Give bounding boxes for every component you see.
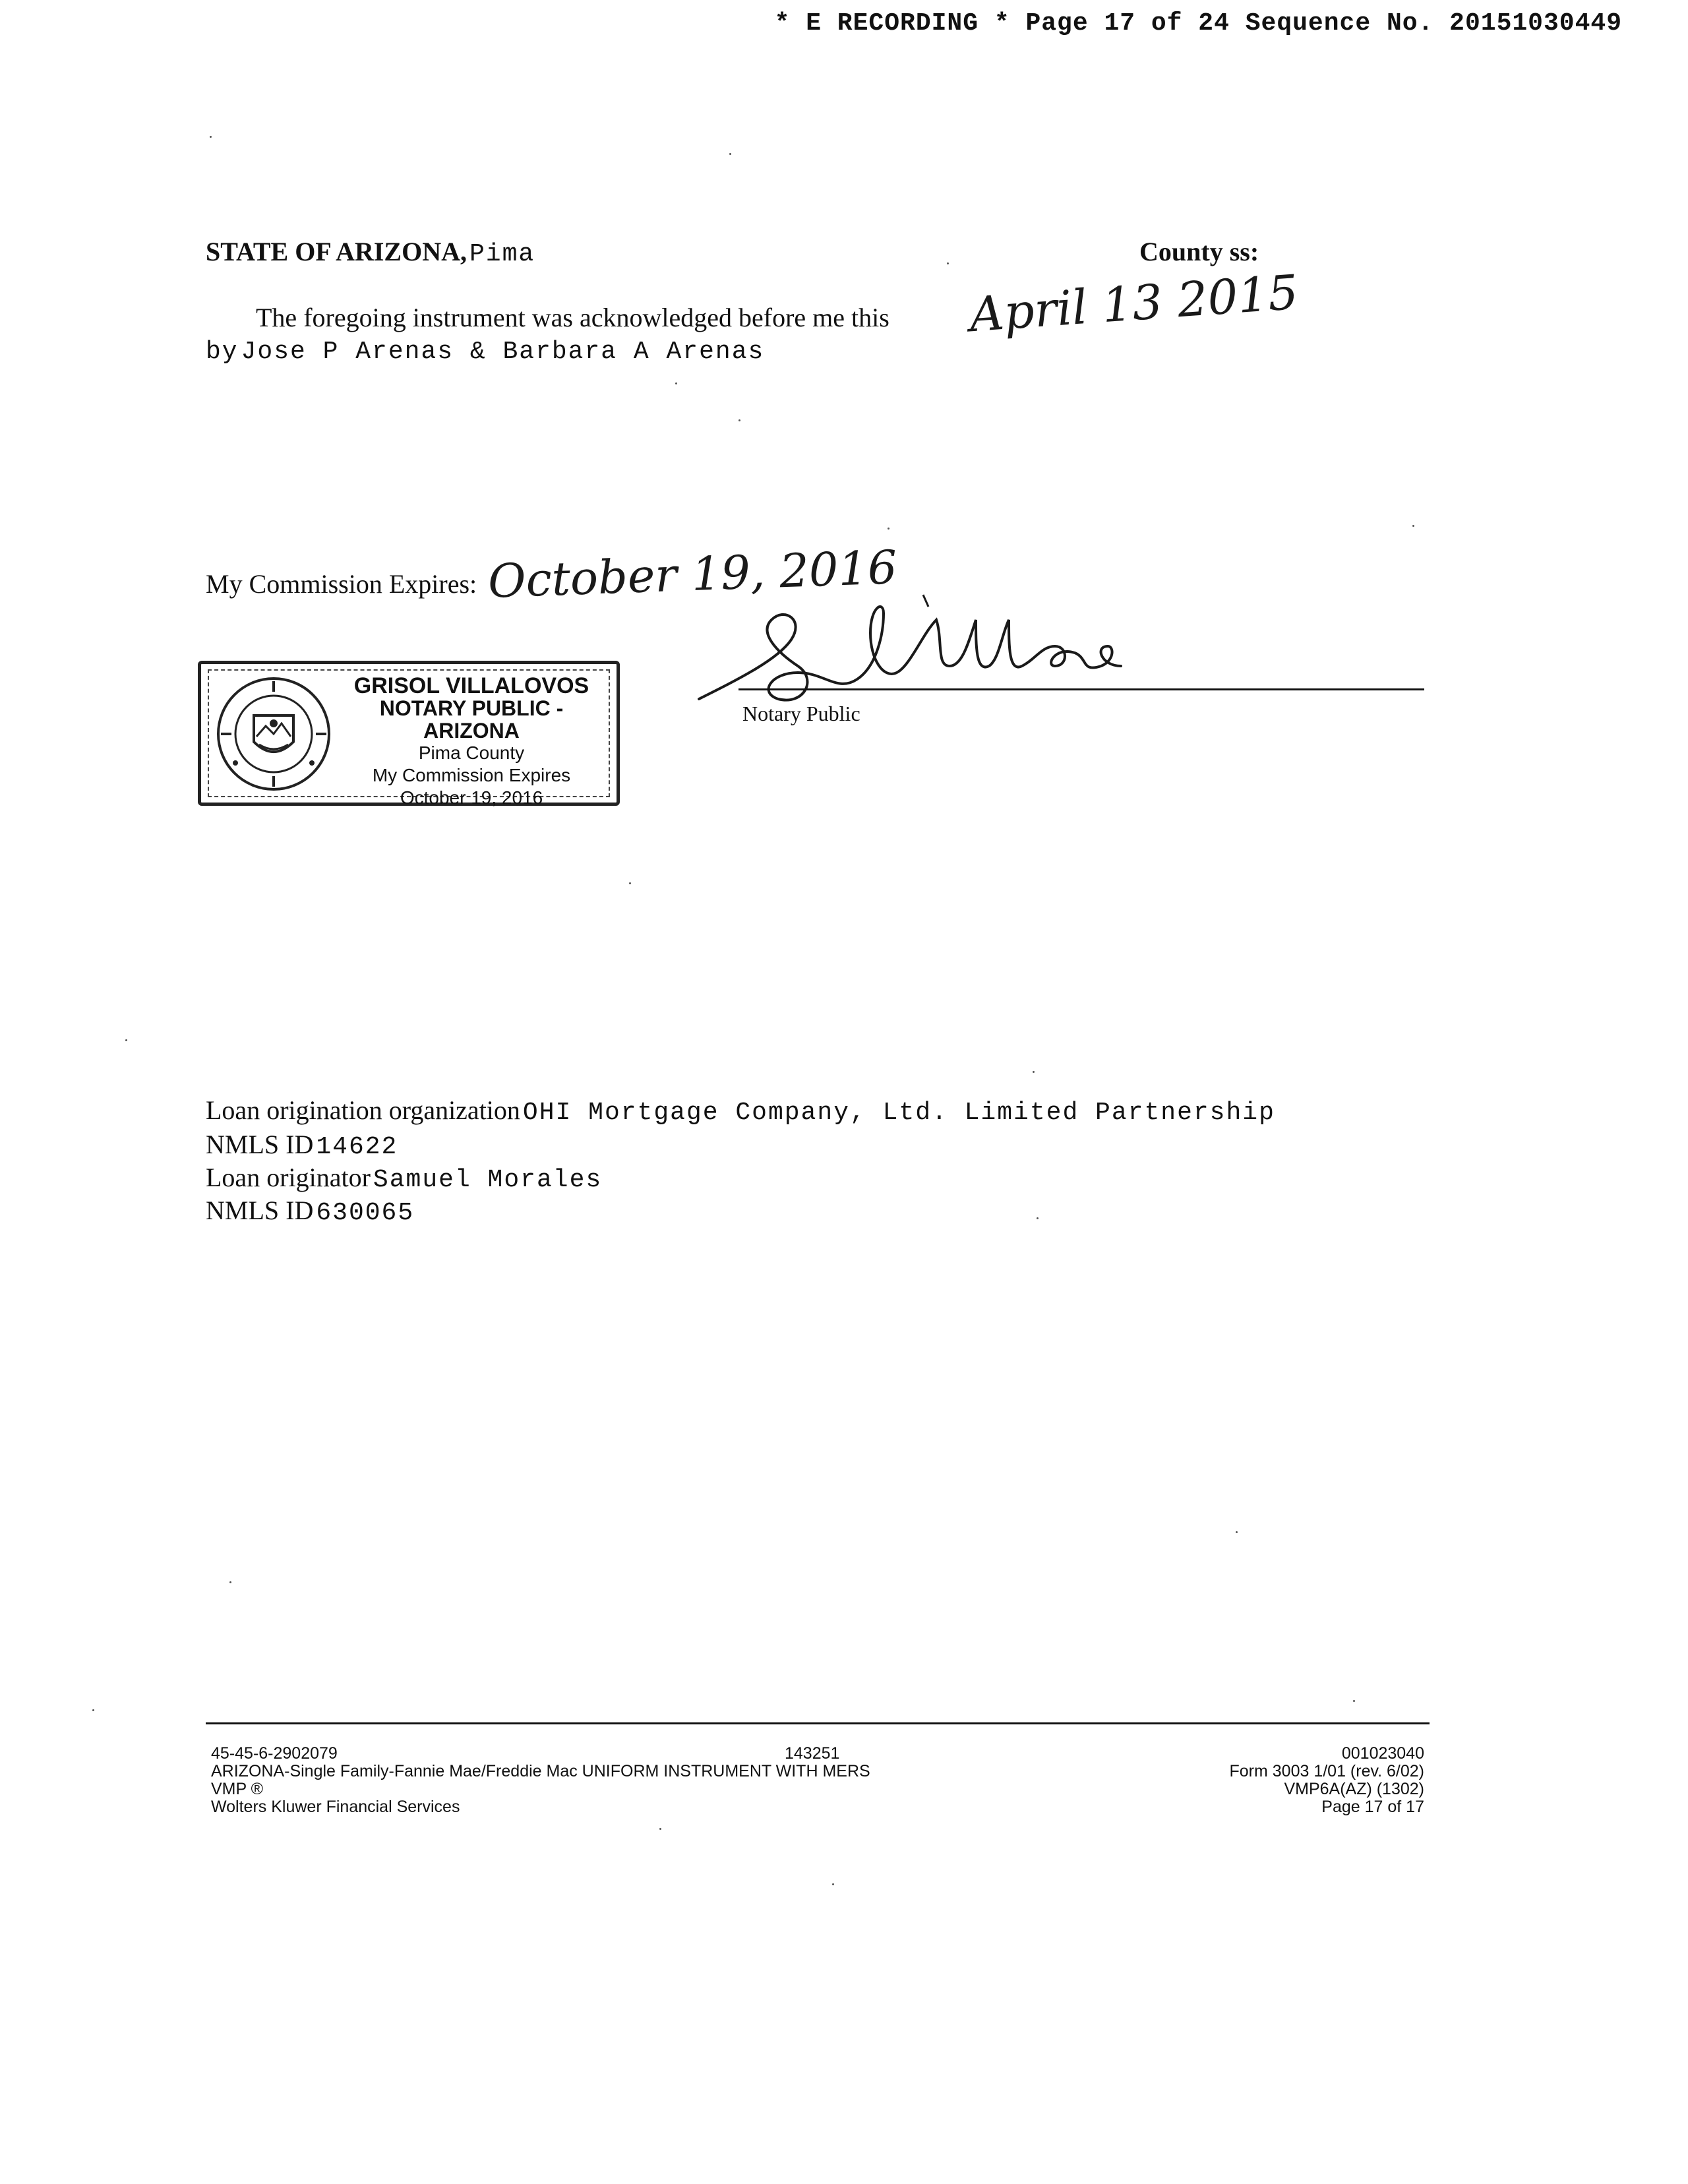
scan-speck xyxy=(1033,1071,1035,1073)
loan-org-label: Loan origination organization xyxy=(206,1095,520,1125)
scan-speck xyxy=(675,382,677,384)
notary-public-label: Notary Public xyxy=(742,702,860,725)
footer-form-number: Form 3003 1/01 (rev. 6/02) xyxy=(1229,1762,1424,1780)
scan-speck xyxy=(738,419,740,421)
nmls-label-2: NMLS ID xyxy=(206,1196,314,1225)
notary-seal-stamp xyxy=(198,661,620,806)
loan-org-name: OHI Mortgage Company, Ltd. Limited Partnership xyxy=(522,1099,1275,1127)
footer-doc-number: 001023040 xyxy=(1341,1744,1424,1763)
seal-text-block xyxy=(333,675,610,809)
scan-speck xyxy=(888,528,889,530)
footer-rule xyxy=(206,1722,1430,1724)
scan-speck xyxy=(210,136,212,138)
originator-name: Samuel Morales xyxy=(373,1166,603,1194)
footer-form-description: ARIZONA-Single Family-Fannie Mae/Freddie Mac UNIFORM INSTRUMENT WITH MERS xyxy=(211,1762,870,1780)
seal-notary-name: GRISOL VILLALOVOS xyxy=(353,673,589,698)
commission-date: October 19, 2016 xyxy=(487,540,898,609)
footer-loan-number: 45-45-6-2902079 xyxy=(211,1744,338,1763)
scan-speck xyxy=(832,1883,834,1885)
footer-publisher: Wolters Kluwer Financial Services xyxy=(211,1798,460,1816)
signers-names: Jose P Arenas & Barbara A Arenas xyxy=(241,338,765,366)
loan-origination-line xyxy=(206,1095,1275,1127)
footer-page-number: Page 17 of 17 xyxy=(1321,1798,1424,1816)
scan-speck xyxy=(1412,525,1414,527)
seal-county: Pima County xyxy=(418,743,525,763)
commission-label: My Commission Expires: xyxy=(206,569,477,599)
scan-speck xyxy=(92,1709,94,1711)
scan-speck xyxy=(659,1828,661,1830)
footer-mid-number: 143251 xyxy=(785,1744,840,1763)
county-ss-label: County ss: xyxy=(1139,237,1259,266)
signature-line xyxy=(738,688,1424,690)
loan-originator-line xyxy=(206,1162,602,1194)
county-name: Pima xyxy=(469,240,535,268)
nmls-line-1 xyxy=(206,1129,398,1161)
state-line xyxy=(206,236,535,268)
scan-speck xyxy=(1353,1700,1355,1702)
originator-label: Loan originator xyxy=(206,1163,371,1192)
scan-speck xyxy=(1037,1217,1039,1219)
scan-speck xyxy=(629,882,631,884)
footer-vmp: VMP ® xyxy=(211,1780,264,1798)
footer-right xyxy=(1095,1745,1424,1816)
scan-speck xyxy=(947,262,949,264)
scan-speck xyxy=(729,153,731,155)
seal-notary-title: NOTARY PUBLIC - ARIZONA xyxy=(379,696,564,743)
scan-speck xyxy=(1236,1531,1238,1533)
scan-speck xyxy=(125,1039,127,1041)
seal-expires-label: My Commission Expires xyxy=(372,765,571,785)
state-label: STATE OF ARIZONA, xyxy=(206,237,467,266)
recording-header: * E RECORDING * Page 17 of 24 Sequence No. 20151030449 xyxy=(774,9,1622,38)
footer-vmp-code: VMP6A(AZ) (1302) xyxy=(1284,1780,1424,1798)
acknowledgment-date: April 13 2015 xyxy=(967,264,1300,343)
by-label: by xyxy=(206,338,239,366)
footer-left xyxy=(211,1745,870,1816)
nmls-id-1: 14622 xyxy=(316,1133,398,1161)
nmls-id-2: 630065 xyxy=(316,1199,415,1227)
nmls-line-2 xyxy=(206,1195,414,1227)
seal-expires-date: October 19, 2016 xyxy=(400,787,543,808)
by-line xyxy=(206,338,764,366)
acknowledgment-text: The foregoing instrument was acknowledged before me this xyxy=(256,303,889,332)
state-seal-emblem-icon xyxy=(216,676,332,792)
scan-speck xyxy=(229,1581,231,1583)
nmls-label-1: NMLS ID xyxy=(206,1130,314,1159)
